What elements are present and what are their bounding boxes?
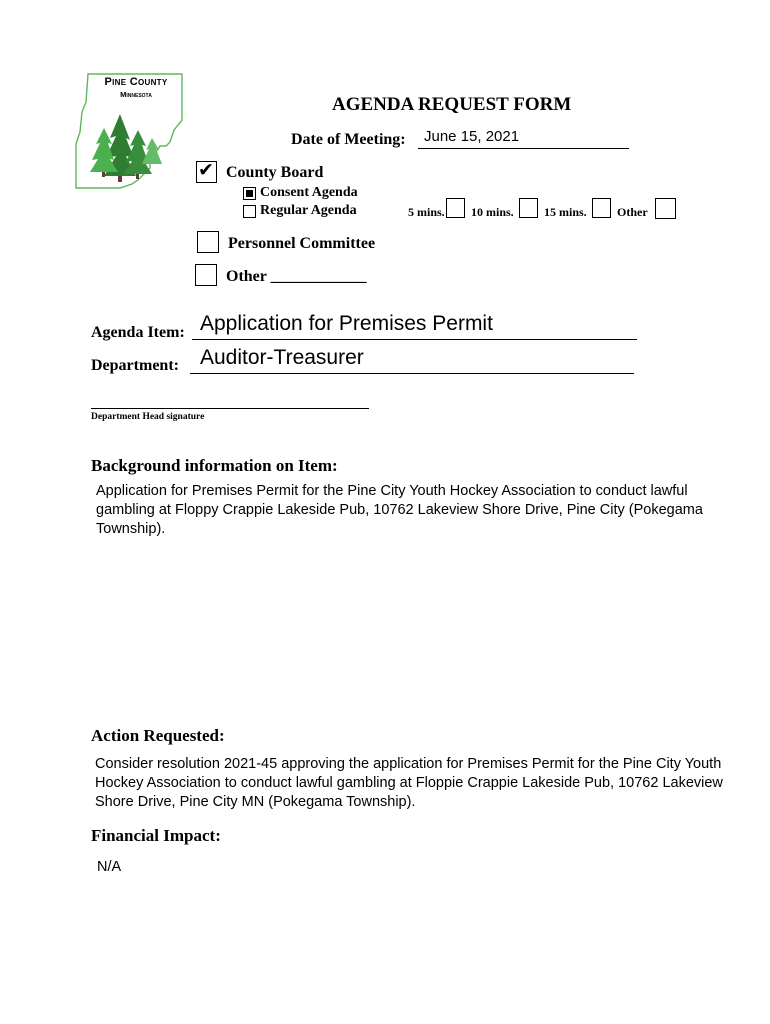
other-label: Other ____________ bbox=[226, 268, 367, 285]
county-board-checkbox[interactable] bbox=[196, 161, 217, 183]
financial-text: N/A bbox=[97, 859, 122, 875]
county-board-label: County Board bbox=[226, 164, 324, 181]
signature-label: Department Head signature bbox=[91, 412, 205, 422]
pine-trees-icon bbox=[90, 114, 162, 182]
background-heading: Background information on Item: bbox=[91, 456, 338, 475]
consent-agenda-checkbox[interactable] bbox=[243, 187, 256, 200]
check-icon: ✔ bbox=[198, 159, 214, 181]
agenda-item-underline bbox=[192, 339, 637, 340]
duration-10-checkbox[interactable] bbox=[519, 198, 538, 218]
date-label: Date of Meeting: bbox=[291, 131, 406, 148]
logo-title: Pine County bbox=[104, 76, 168, 88]
action-text: Consider resolution 2021-45 approving the application for Premises Permit for the Pine City Youth Hockey Association to conduct lawful gambling at Floppie Crappie Lakeside Pub, 10762 Lakeview Shore Drive, Pine City MN (Pokegama Township). bbox=[95, 756, 723, 810]
financial-heading: Financial Impact: bbox=[91, 826, 221, 845]
personnel-committee-label: Personnel Committee bbox=[228, 235, 376, 252]
department-underline bbox=[190, 373, 634, 374]
date-field[interactable]: June 15, 2021 bbox=[424, 128, 520, 145]
signature-line[interactable] bbox=[91, 408, 369, 409]
form-title: AGENDA REQUEST FORM bbox=[332, 94, 572, 115]
logo-subtitle: Minnesota bbox=[120, 90, 152, 99]
duration-15-checkbox[interactable] bbox=[592, 198, 611, 218]
duration-other-label: Other bbox=[617, 205, 648, 219]
agenda-item-field[interactable]: Application for Premises Permit bbox=[200, 312, 493, 335]
duration-10-label: 10 mins. bbox=[471, 205, 514, 219]
action-heading: Action Requested: bbox=[91, 726, 225, 745]
duration-15-label: 15 mins. bbox=[544, 205, 587, 219]
regular-agenda-label: Regular Agenda bbox=[260, 203, 357, 218]
duration-5-label: 5 mins. bbox=[408, 205, 445, 219]
pine-county-logo bbox=[74, 72, 184, 190]
date-underline bbox=[418, 148, 629, 149]
filled-checkbox-icon bbox=[246, 190, 253, 197]
personnel-committee-checkbox[interactable] bbox=[197, 231, 219, 253]
other-checkbox[interactable] bbox=[195, 264, 217, 286]
duration-5-checkbox[interactable] bbox=[446, 198, 465, 218]
background-text: Application for Premises Permit for the Pine City Youth Hockey Association to conduct lawful gambling at Floppy Crappie Lakeside Pub, 10762 Lakeview Shore Drive, Pine City (Pokegama Township). bbox=[96, 483, 703, 537]
duration-other-checkbox[interactable] bbox=[655, 198, 676, 219]
department-label: Department: bbox=[91, 357, 179, 374]
agenda-item-label: Agenda Item: bbox=[91, 324, 185, 341]
regular-agenda-checkbox[interactable] bbox=[243, 205, 256, 218]
consent-agenda-label: Consent Agenda bbox=[260, 185, 358, 200]
department-field[interactable]: Auditor-Treasurer bbox=[200, 346, 364, 369]
